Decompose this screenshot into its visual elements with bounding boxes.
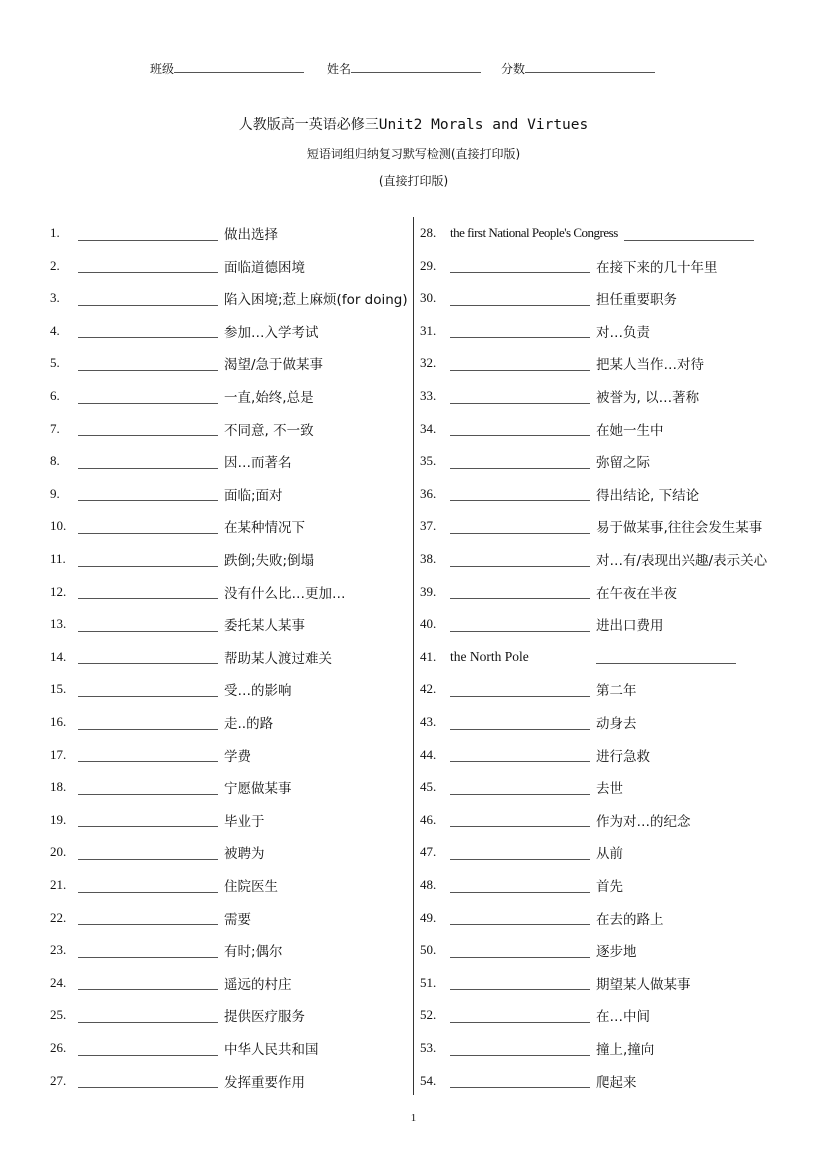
- name-label: 姓名: [327, 62, 352, 76]
- chinese-meaning: 从前: [596, 846, 623, 863]
- item-number: 24.: [50, 974, 67, 990]
- chinese-meaning: 毕业于: [224, 813, 265, 830]
- chinese-meaning: 走..的路: [224, 716, 274, 732]
- answer-blank[interactable]: [450, 845, 590, 860]
- answer-blank[interactable]: [450, 682, 590, 697]
- answer-blank[interactable]: [78, 649, 218, 664]
- item-number: 19.: [50, 811, 67, 827]
- answer-blank[interactable]: [78, 910, 218, 925]
- title-cn: 人教版高一英语必修三: [238, 117, 379, 133]
- answer-blank[interactable]: [450, 617, 590, 632]
- english-phrase: the North Pole: [450, 648, 529, 664]
- list-item: [420, 446, 820, 476]
- chinese-meaning: 在某种情况下: [224, 520, 305, 537]
- answer-blank[interactable]: [450, 975, 590, 990]
- chinese-meaning: 撞上,撞向: [596, 1042, 655, 1058]
- answer-blank[interactable]: [450, 356, 590, 371]
- list-item: [420, 968, 820, 998]
- list-item: [50, 707, 410, 737]
- answer-blank[interactable]: [78, 682, 218, 697]
- item-number: 28.: [420, 225, 437, 240]
- list-item: [420, 251, 820, 281]
- answer-blank[interactable]: [450, 291, 590, 306]
- answer-blank[interactable]: [78, 421, 218, 436]
- list-item: [50, 414, 410, 444]
- chinese-meaning: 得出结论, 下结论: [596, 487, 700, 504]
- answer-blank[interactable]: [78, 878, 218, 893]
- answer-blank[interactable]: [78, 584, 218, 599]
- item-number: 7.: [50, 420, 60, 436]
- chinese-meaning: 逐步地: [596, 944, 637, 961]
- answer-blank[interactable]: [450, 1073, 590, 1088]
- answer-blank[interactable]: [450, 323, 590, 338]
- list-item: [50, 1066, 410, 1096]
- chinese-meaning: 对…有/表现出兴趣/表示关心: [596, 553, 768, 569]
- chinese-meaning: 需要: [224, 911, 251, 928]
- chinese-meaning: 住院医生: [224, 879, 278, 895]
- list-item: [50, 837, 410, 867]
- list-item: [50, 283, 410, 313]
- list-item: [420, 772, 820, 802]
- list-item: [50, 544, 410, 574]
- answer-blank[interactable]: [450, 389, 590, 404]
- score-field: [501, 60, 655, 77]
- chinese-meaning: 面临道德困境: [224, 259, 305, 276]
- item-number: 18.: [50, 779, 67, 795]
- chinese-meaning: 面临;面对: [224, 487, 283, 504]
- chinese-meaning: 宁愿做某事: [224, 781, 292, 798]
- answer-blank[interactable]: [450, 910, 590, 925]
- item-number: 41.: [420, 648, 437, 664]
- answer-blank[interactable]: [450, 258, 590, 273]
- list-item: [420, 1066, 820, 1096]
- chinese-meaning: 有时;偶尔: [224, 944, 283, 961]
- answer-blank[interactable]: [450, 584, 590, 599]
- answer-blank[interactable]: [78, 323, 218, 338]
- list-item: [420, 935, 820, 965]
- page-subtitle: 短语词组归纳复习默写检测(直接打印版): [306, 147, 521, 161]
- chinese-meaning: 委托某人某事: [224, 618, 305, 635]
- chinese-meaning: 不同意, 不一致: [224, 422, 314, 439]
- answer-blank[interactable]: [78, 1008, 218, 1023]
- item-number: 20.: [50, 844, 67, 860]
- list-item: [420, 218, 820, 248]
- list-item: [420, 1000, 820, 1030]
- answer-blank[interactable]: [78, 747, 218, 762]
- item-number: 25.: [50, 1007, 67, 1023]
- item-number: 39.: [420, 583, 437, 599]
- chinese-meaning: 做出选择: [224, 227, 278, 243]
- answer-blank[interactable]: [78, 389, 218, 404]
- list-item: [50, 251, 410, 281]
- chinese-meaning: 参加…入学考试: [224, 324, 319, 341]
- item-number: 17.: [50, 746, 67, 762]
- answer-blank[interactable]: [450, 421, 590, 436]
- list-item: [50, 968, 410, 998]
- item-number: 26.: [50, 1040, 67, 1055]
- answer-blank[interactable]: [78, 519, 218, 534]
- item-number: 37.: [420, 518, 437, 534]
- answer-blank[interactable]: [78, 975, 218, 990]
- answer-blank[interactable]: [450, 486, 590, 501]
- chinese-meaning: 在她一生中: [596, 422, 664, 439]
- answer-blank[interactable]: [78, 356, 218, 371]
- chinese-meaning: 提供医疗服务: [224, 1009, 305, 1026]
- item-number: 53.: [420, 1040, 437, 1055]
- chinese-meaning: 帮助某人渡过难关: [224, 650, 332, 667]
- item-number: 35.: [420, 453, 437, 469]
- item-number: 1.: [50, 225, 60, 240]
- list-item: [50, 935, 410, 965]
- list-item: [50, 805, 410, 835]
- list-item: [420, 609, 820, 639]
- chinese-meaning: 进出口费用: [596, 618, 664, 635]
- item-number: 45.: [420, 779, 437, 795]
- item-number: 16.: [50, 714, 67, 729]
- list-item: [50, 1000, 410, 1030]
- list-item: [420, 511, 820, 541]
- list-item: [420, 707, 820, 737]
- chinese-meaning: 没有什么比…更加…: [224, 585, 346, 602]
- item-number: 2.: [50, 257, 60, 273]
- item-number: 54.: [420, 1072, 437, 1088]
- chinese-meaning: 担任重要职务: [596, 292, 677, 309]
- chinese-meaning: 首先: [596, 879, 623, 895]
- item-number: 23.: [50, 942, 67, 958]
- title-en: Unit2 Morals and Virtues: [378, 117, 589, 133]
- chinese-meaning: 被誉为, 以…著称: [596, 390, 700, 406]
- chinese-meaning: 动身去: [596, 716, 637, 732]
- list-item: [50, 218, 410, 248]
- list-item: [50, 316, 410, 346]
- chinese-meaning: 陷入困境;惹上麻烦(for doing): [224, 292, 408, 309]
- chinese-meaning: 在午夜在半夜: [596, 585, 677, 602]
- answer-blank[interactable]: [624, 226, 754, 241]
- chinese-meaning: 在去的路上: [596, 911, 664, 928]
- item-number: 12.: [50, 583, 67, 599]
- item-number: 48.: [420, 877, 437, 892]
- answer-blank[interactable]: [450, 780, 590, 795]
- item-number: 51.: [420, 974, 437, 990]
- list-item: [420, 348, 820, 378]
- name-field: [327, 60, 481, 77]
- chinese-meaning: 受…的影响: [224, 683, 292, 700]
- answer-blank[interactable]: [78, 812, 218, 827]
- english-phrase: the first National People's Congress: [450, 225, 618, 240]
- score-label: 分数: [501, 62, 526, 76]
- list-item: [420, 414, 820, 444]
- item-number: 9.: [50, 485, 60, 501]
- chinese-meaning: 把某人当作…对待: [596, 357, 704, 374]
- list-item: [50, 381, 410, 411]
- chinese-meaning: 中华人民共和国: [224, 1042, 319, 1058]
- item-number: 8.: [50, 453, 60, 469]
- item-number: 10.: [50, 518, 67, 534]
- list-item: [420, 381, 820, 411]
- list-item: [420, 577, 820, 607]
- list-item: [50, 479, 410, 509]
- answer-blank[interactable]: [78, 226, 218, 241]
- item-number: 42.: [420, 681, 437, 697]
- item-number: 22.: [50, 909, 67, 925]
- chinese-meaning: 发挥重要作用: [224, 1074, 305, 1091]
- list-item: [50, 348, 410, 378]
- item-number: 5.: [50, 355, 60, 371]
- list-item: [50, 511, 410, 541]
- chinese-meaning: 因…而著名: [224, 455, 292, 472]
- chinese-meaning: 在…中间: [596, 1009, 650, 1026]
- answer-blank[interactable]: [450, 519, 590, 534]
- list-item: [420, 479, 820, 509]
- list-item: [420, 903, 820, 933]
- list-item: [50, 642, 410, 672]
- list-item: [420, 740, 820, 770]
- chinese-meaning: 遥远的村庄: [224, 976, 292, 993]
- list-item: [420, 805, 820, 835]
- chinese-meaning: 对…负责: [596, 324, 650, 341]
- item-number: 36.: [420, 485, 437, 501]
- column-divider: [413, 217, 414, 1095]
- score-blank[interactable]: [525, 61, 655, 73]
- list-item: [50, 740, 410, 770]
- page-number: 1: [410, 1112, 417, 1124]
- list-item: [50, 1033, 410, 1063]
- answer-blank[interactable]: [450, 552, 590, 567]
- item-number: 4.: [50, 322, 60, 338]
- list-item: [420, 837, 820, 867]
- answer-blank[interactable]: [450, 878, 590, 893]
- answer-blank[interactable]: [450, 1041, 590, 1056]
- answer-blank[interactable]: [78, 1041, 218, 1056]
- class-label: 班级: [150, 62, 175, 76]
- answer-blank[interactable]: [78, 845, 218, 860]
- list-item: [50, 870, 410, 900]
- chinese-meaning: 一直,始终,总是: [224, 390, 314, 406]
- answer-blank[interactable]: [450, 1008, 590, 1023]
- answer-blank[interactable]: [450, 812, 590, 827]
- answer-blank[interactable]: [78, 943, 218, 958]
- item-number: 49.: [420, 909, 437, 925]
- answer-blank[interactable]: [450, 943, 590, 958]
- name-blank[interactable]: [351, 61, 481, 73]
- list-item: [420, 1033, 820, 1063]
- list-item: [50, 674, 410, 704]
- answer-blank[interactable]: [78, 454, 218, 469]
- answer-blank[interactable]: [78, 715, 218, 730]
- chinese-meaning: 第二年: [596, 683, 637, 700]
- answer-blank[interactable]: [450, 454, 590, 469]
- list-item: [420, 283, 820, 313]
- list-item: [420, 870, 820, 900]
- list-item: [50, 577, 410, 607]
- item-number: 40.: [420, 616, 437, 632]
- list-item: [420, 316, 820, 346]
- item-number: 38.: [420, 551, 437, 566]
- item-number: 34.: [420, 420, 437, 436]
- page-title: [0, 114, 827, 134]
- answer-blank[interactable]: [78, 291, 218, 306]
- item-number: 50.: [420, 942, 437, 958]
- item-number: 43.: [420, 714, 437, 729]
- item-number: 30.: [420, 290, 437, 306]
- chinese-meaning: 被聘为: [224, 846, 265, 863]
- list-item: [420, 642, 820, 672]
- answer-blank[interactable]: [78, 486, 218, 501]
- page-subtitle-2: (直接打印版): [378, 174, 449, 188]
- chinese-meaning: 作为对…的纪念: [596, 813, 691, 830]
- list-item: [420, 674, 820, 704]
- chinese-meaning: 跌倒;失败;倒塌: [224, 553, 315, 569]
- item-number: 47.: [420, 844, 437, 860]
- item-number: 31.: [420, 322, 437, 338]
- list-item: [50, 903, 410, 933]
- answer-blank[interactable]: [78, 258, 218, 273]
- item-number: 21.: [50, 877, 67, 892]
- list-item: [50, 772, 410, 802]
- chinese-meaning: 渴望/急于做某事: [224, 357, 324, 374]
- chinese-meaning: 进行急救: [596, 748, 650, 765]
- item-number: 14.: [50, 648, 67, 664]
- item-number: 52.: [420, 1007, 437, 1023]
- answer-blank[interactable]: [450, 747, 590, 762]
- chinese-meaning: 爬起来: [596, 1074, 637, 1091]
- chinese-meaning: 弥留之际: [596, 455, 650, 472]
- answer-blank[interactable]: [596, 649, 736, 664]
- item-number: 44.: [420, 746, 437, 762]
- answer-blank[interactable]: [78, 1073, 218, 1088]
- class-blank[interactable]: [174, 61, 304, 73]
- item-number: 6.: [50, 388, 60, 403]
- item-number: 46.: [420, 811, 437, 827]
- item-number: 29.: [420, 257, 437, 273]
- class-field: [150, 60, 304, 77]
- list-item: [50, 609, 410, 639]
- chinese-meaning: 学费: [224, 748, 251, 765]
- item-number: 15.: [50, 681, 67, 697]
- chinese-meaning: 在接下来的几十年里: [596, 259, 718, 276]
- chinese-meaning: 去世: [596, 781, 623, 798]
- list-item: [50, 446, 410, 476]
- chinese-meaning: 期望某人做某事: [596, 976, 691, 993]
- answer-blank[interactable]: [78, 552, 218, 567]
- answer-blank[interactable]: [78, 780, 218, 795]
- item-number: 3.: [50, 290, 60, 306]
- item-number: 13.: [50, 616, 67, 632]
- item-number: 27.: [50, 1072, 67, 1088]
- item-number: 33.: [420, 388, 437, 403]
- item-number: 32.: [420, 355, 437, 371]
- item-number: 11.: [50, 551, 66, 566]
- answer-blank[interactable]: [450, 715, 590, 730]
- answer-blank[interactable]: [78, 617, 218, 632]
- list-item: [420, 544, 820, 574]
- chinese-meaning: 易于做某事,往往会发生某事: [596, 520, 763, 537]
